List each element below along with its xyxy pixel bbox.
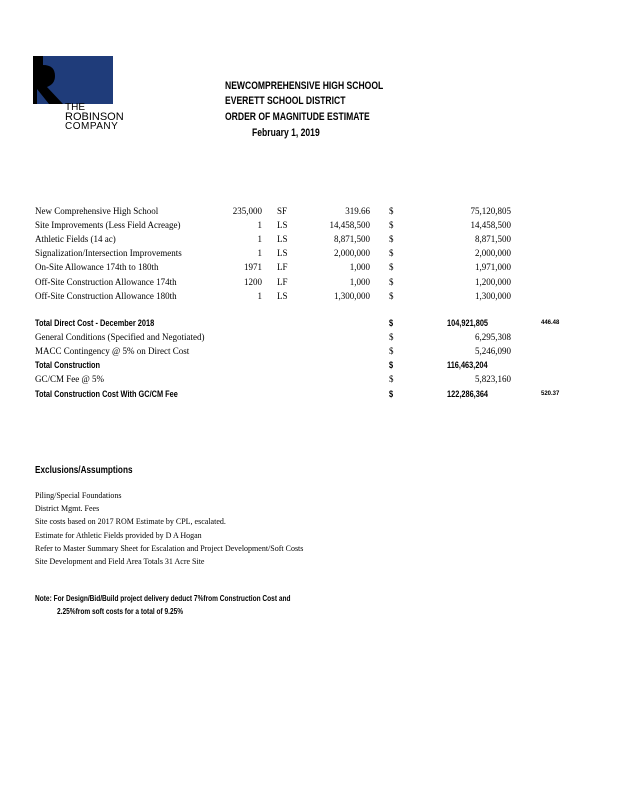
item-total: 75,120,805 (470, 206, 511, 216)
item-quantity: 1 (257, 248, 262, 259)
item-unit-rate: 2,000,000 (334, 248, 370, 259)
summary-total: 5,246,090 (475, 346, 511, 357)
summary-currency: $ (389, 374, 394, 385)
item-currency: $ (389, 262, 394, 273)
note-line-1: Note: For Design/Bid/Build project delivery deduct 7%from Construction Cost and (35, 594, 291, 603)
item-total: 1,200,000 (475, 276, 511, 287)
item-name: On-Site Allowance 174th to 180th (35, 262, 159, 273)
item-name: Site Improvements (Less Field Acreage) (35, 220, 181, 231)
item-name: Off-Site Construction Allowance 174th (35, 276, 177, 287)
summary-label: Total Direct Cost - December 2018 (35, 318, 155, 328)
item-total: 8,871,500 (475, 234, 511, 245)
item-quantity: 1 (257, 234, 262, 245)
item-currency: $ (389, 220, 394, 231)
item-currency: $ (389, 206, 394, 216)
summary-label: Total Construction (35, 360, 101, 371)
exclusion-item: Piling/Special Foundations (35, 491, 122, 500)
item-unit: SF (277, 206, 288, 216)
item-unit: LS (277, 220, 288, 231)
item-unit-rate: 14,458,500 (329, 220, 370, 231)
exclusion-item: Estimate for Athletic Fields provided by D A Hogan (35, 530, 202, 540)
item-unit-rate: 1,000 (349, 262, 370, 273)
summary-per-sf: 446.48 (541, 320, 560, 326)
item-currency: $ (389, 276, 394, 287)
item-quantity: 1971 (244, 262, 262, 273)
summary-total: 104,921,805 (447, 318, 489, 328)
item-unit-rate: 8,871,500 (334, 234, 370, 245)
item-quantity: 1 (257, 220, 262, 231)
item-unit-rate: 319.66 (345, 206, 370, 216)
note-line-2: 2.25%from soft costs for a total of 9.25% (57, 607, 184, 616)
item-total: 1,300,000 (475, 290, 511, 301)
summary-currency: $ (389, 332, 394, 343)
robinson-logo-icon (33, 56, 113, 104)
summary-currency: $ (389, 388, 394, 399)
summary-label: General Conditions (Specified and Negotiated) (35, 332, 205, 343)
exclusion-item: Refer to Master Summary Sheet for Escalation and Project Development/Soft Costs (35, 543, 304, 553)
exclusion-item: District Mgmt. Fees (35, 504, 100, 514)
district-name: EVERETT SCHOOL DISTRICT (225, 95, 346, 107)
company-name-line1: THE (65, 102, 85, 113)
item-quantity: 1200 (244, 276, 262, 287)
item-unit-rate: 1,000 (349, 276, 370, 287)
summary-per-sf: 520.37 (541, 390, 560, 397)
project-title: NEWCOMPREHENSIVE HIGH SCHOOL (225, 80, 384, 92)
item-total: 1,971,000 (475, 262, 511, 273)
summary-total: 6,295,308 (475, 332, 511, 343)
item-currency: $ (389, 248, 394, 259)
estimate-type: ORDER OF MAGNITUDE ESTIMATE (225, 111, 370, 123)
company-name-line2: ROBINSON (65, 111, 124, 123)
item-total: 14,458,500 (470, 220, 511, 231)
item-currency: $ (389, 290, 394, 301)
exclusion-item: Site Development and Field Area Totals 31 Acre Site (35, 557, 205, 566)
summary-label: MACC Contingency @ 5% on Direct Cost (35, 346, 190, 357)
item-unit: LS (277, 290, 288, 301)
summary-total: 116,463,204 (447, 360, 488, 371)
item-unit: LF (277, 276, 288, 287)
summary-label: Total Construction Cost With GC/CM Fee (35, 388, 178, 399)
summary-currency: $ (389, 360, 394, 371)
item-unit: LS (277, 248, 288, 259)
item-currency: $ (389, 234, 394, 245)
item-unit: LF (277, 262, 288, 273)
summary-currency: $ (389, 346, 394, 357)
company-name-line3: COMPANY (65, 121, 119, 132)
item-quantity: 1 (257, 290, 262, 301)
summary-currency: $ (389, 318, 394, 328)
summary-label: GC/CM Fee @ 5% (35, 374, 105, 385)
item-name: Athletic Fields (14 ac) (35, 234, 116, 245)
item-name: Signalization/Intersection Improvements (35, 248, 182, 259)
item-total: 2,000,000 (475, 248, 511, 259)
item-name: New Comprehensive High School (35, 206, 159, 216)
item-unit: LS (277, 234, 288, 245)
estimate-date: February 1, 2019 (252, 127, 320, 139)
item-name: Off-Site Construction Allowance 180th (35, 290, 177, 301)
item-quantity: 235,000 (232, 206, 262, 216)
item-unit-rate: 1,300,000 (334, 290, 370, 301)
exclusions-heading: Exclusions/Assumptions (35, 465, 133, 476)
summary-total: 5,823,160 (475, 374, 511, 385)
summary-total: 122,286,364 (447, 388, 489, 399)
exclusion-item: Site costs based on 2017 ROM Estimate by CPL, escalated. (35, 517, 226, 527)
company-logo (33, 56, 124, 136)
